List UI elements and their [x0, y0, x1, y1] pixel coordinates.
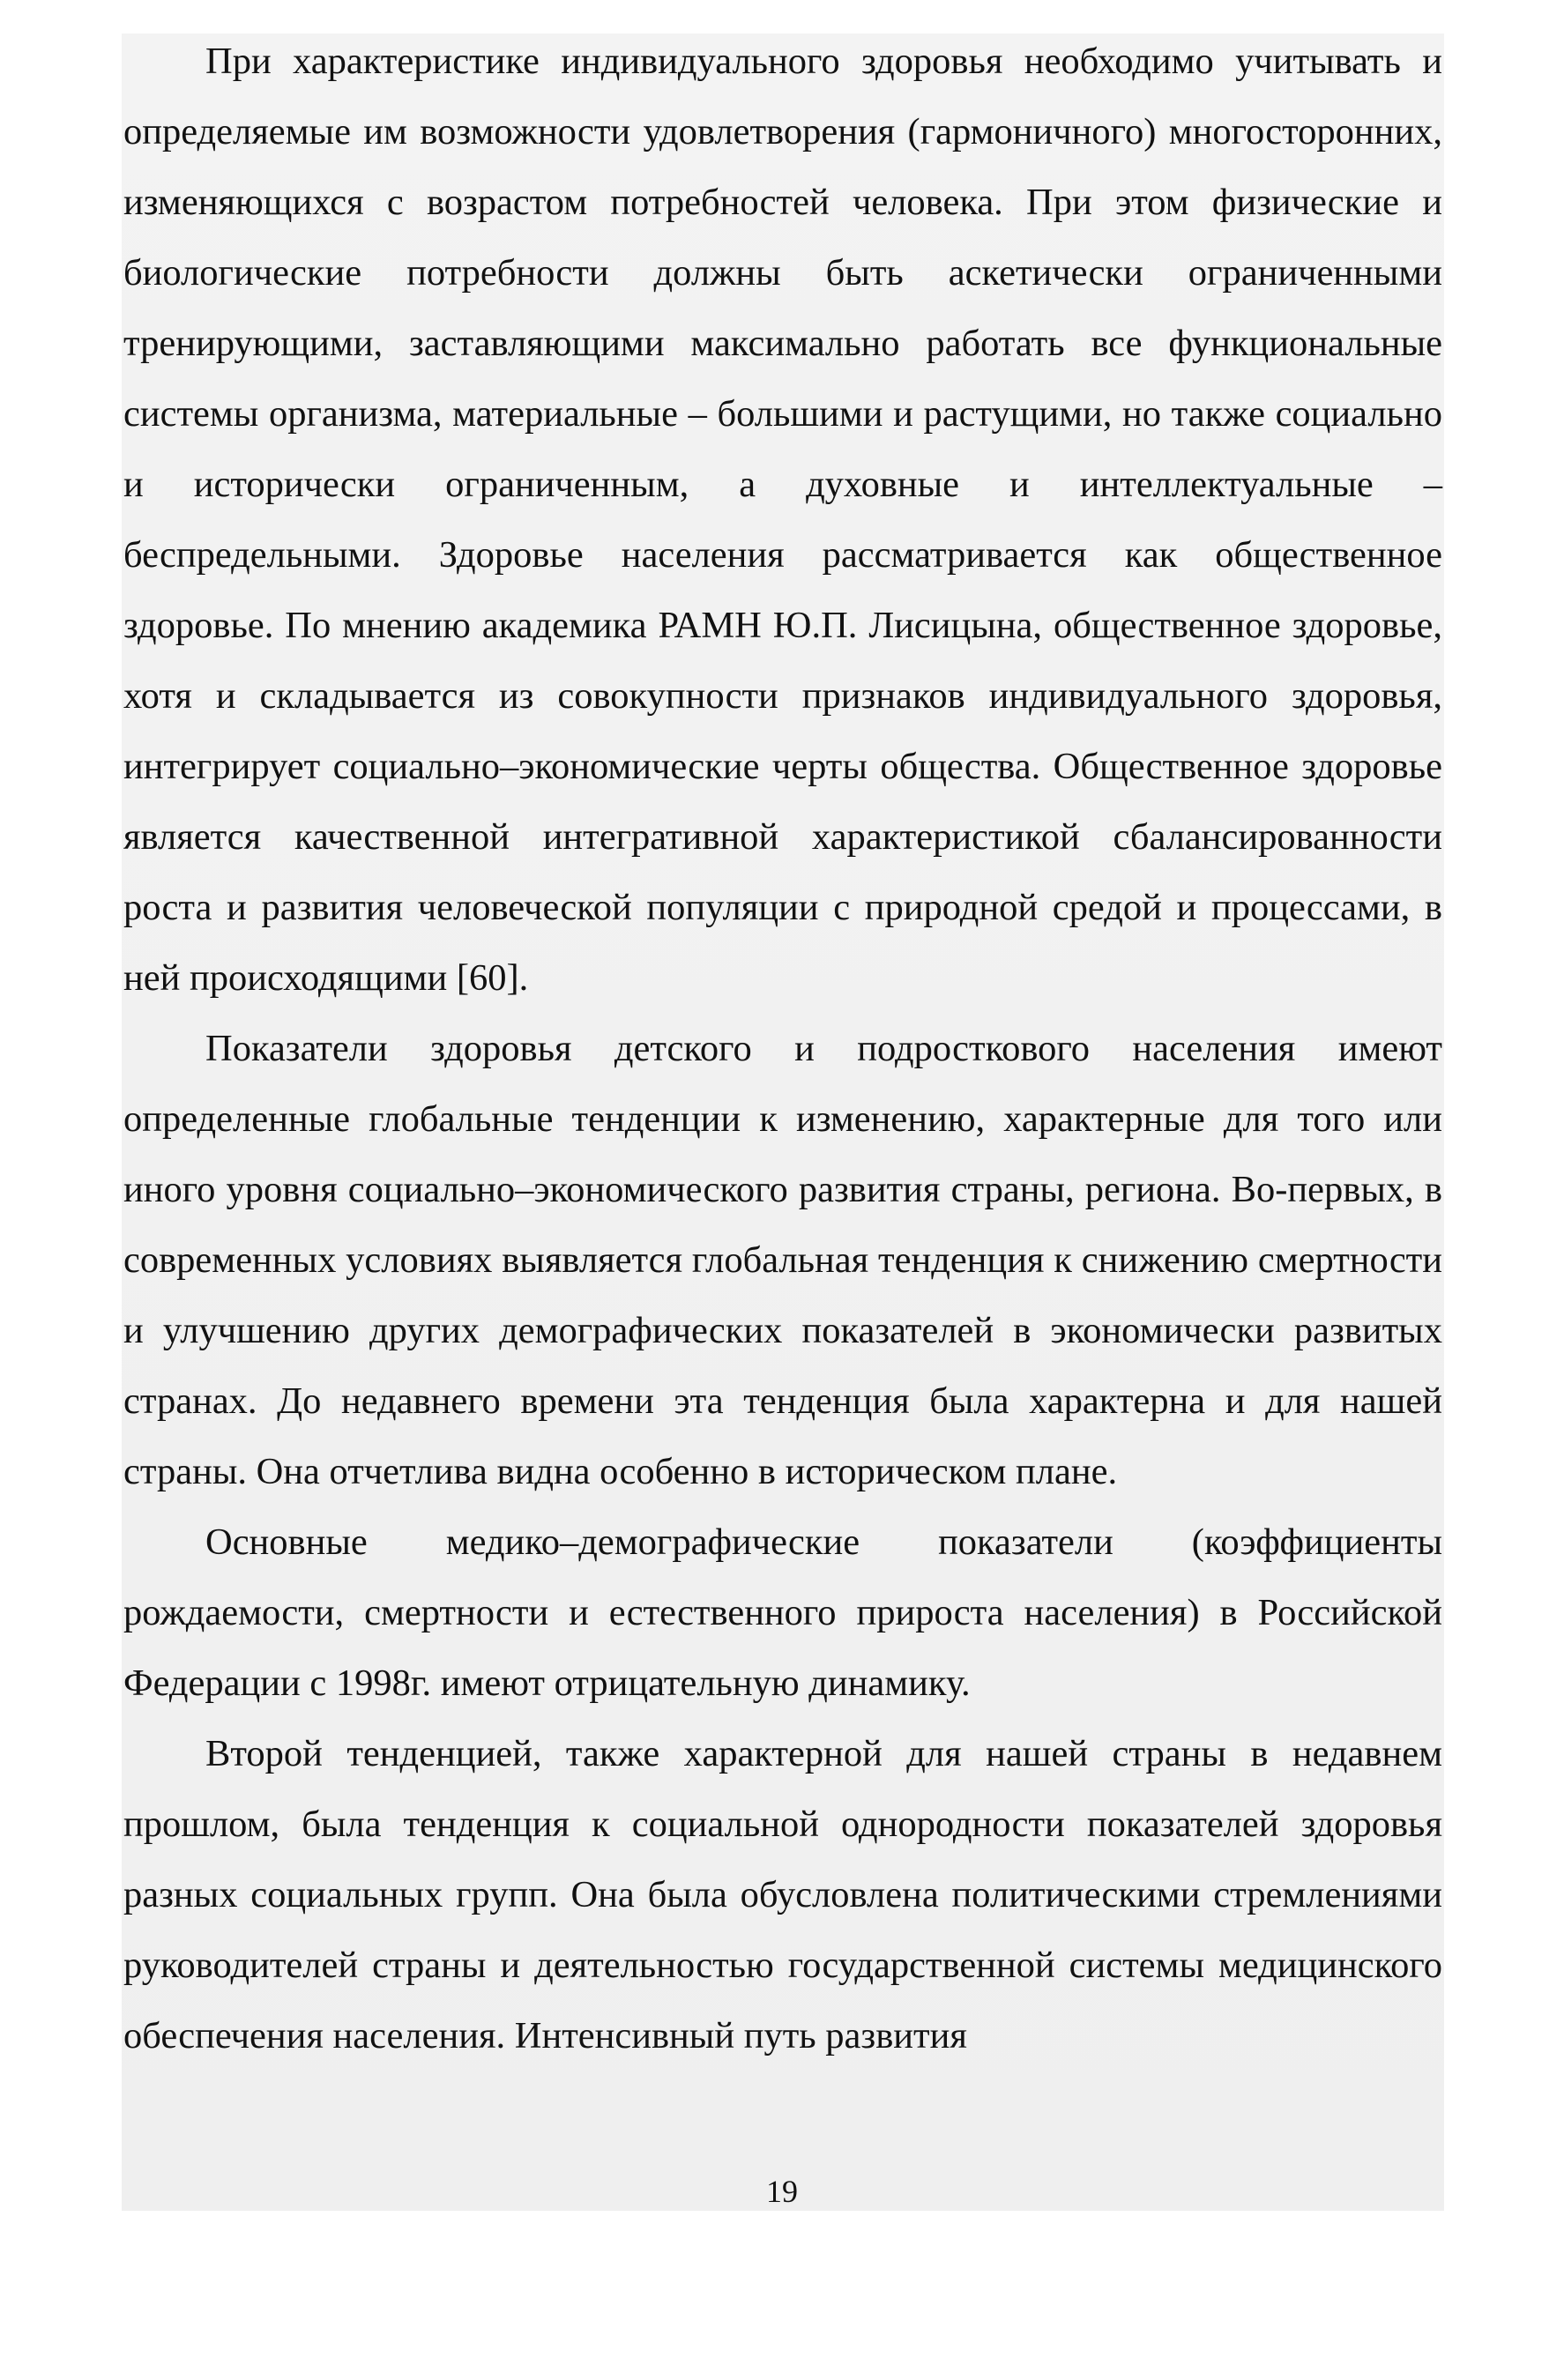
document-body — [123, 26, 1442, 2071]
paragraph-health-trends: Показатели здоровья детского и подросткового населения имеют определенные глобальные тенденции к изменению, характерные для того или иного уровня социально–экономического развития страны, региона. Во-первых, в современных условиях выявляется глобальная тенденция к снижению смертности и улучшению других демографических показателей в экономически развитых странах. До недавнего времени эта тенденция была характерна и для нашей страны. Она отчетлива видна особенно в историческом плане. — [123, 1028, 1442, 1492]
paragraph-second-trend: Второй тенденцией, также характерной для нашей страны в недавнем прошлом, была тенденция к социальной однородности показателей здоровья разных социальных групп. Она была обусловлена политическими стремлениями руководителей страны и деятельностью государственной системы медицинского обеспечения населения. Интенсивный путь развития — [123, 1733, 1442, 2056]
page-number: 19 — [766, 2174, 798, 2209]
paragraph-individual-health: При характеристике индивидуального здоровья необходимо учитывать и определяемые им возможности удовлетворения (гармоничного) многосторонних, изменяющихся с возрастом потребностей человека. При этом физические и биологические потребности должны быть аскетически ограниченными тренирующими, заставляющими максимально работать все функциональные системы организма, материальные – большими и растущими, но также социально и исторически ограниченным, а духовные и интеллектуальные – беспредельными. Здоровье населения рассматривается как общественное здоровье. По мнению академика РАМН Ю.П. Лисицына, общественное здоровье, хотя и складывается из совокупности признаков индивидуального здоровья, интегрирует социально–экономические черты общества. Общественное здоровье является качественной интегративной характеристикой сбалансированности роста и развития человеческой популяции с природной средой и процессами, в ней происходящими [60]. — [123, 41, 1442, 999]
paragraph-demographic-indicators: Основные медико–демографические показатели (коэффициенты рождаемости, смертности и естественного прироста населения) в Российской Федерации с 1998г. имеют отрицательную динамику. — [123, 1521, 1442, 1704]
